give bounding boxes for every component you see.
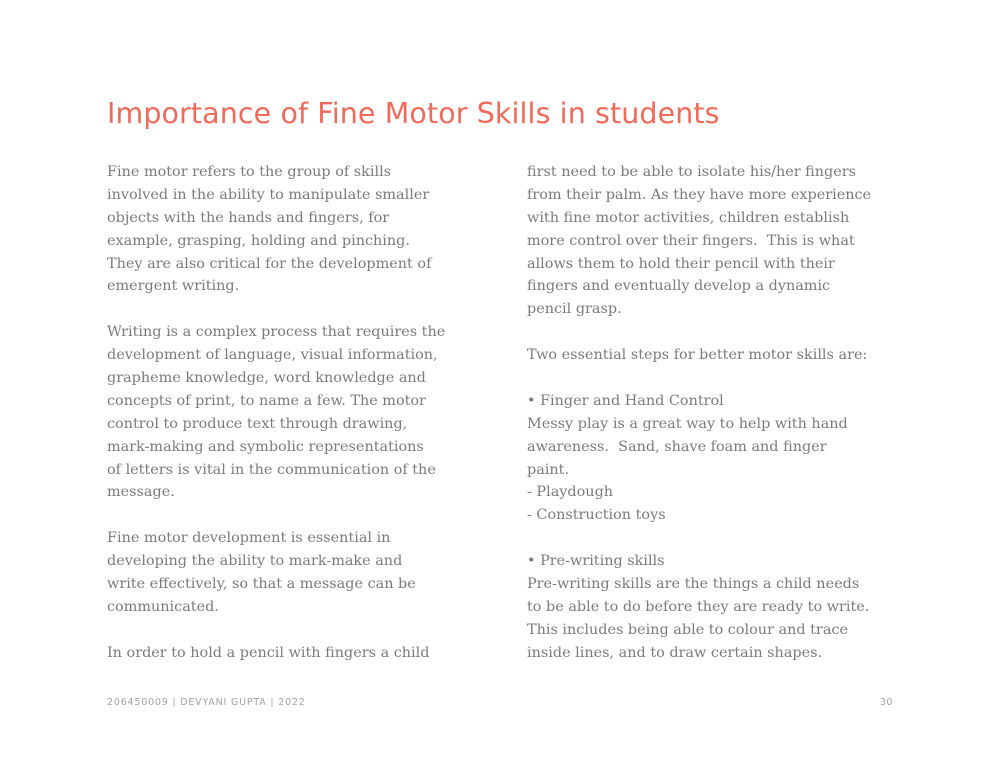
- text-line: pencil grasp.: [527, 301, 622, 318]
- text-line: Pre-writing skills are the things a child needs: [527, 576, 860, 593]
- text-line: Fine motor refers to the group of skills: [107, 164, 392, 180]
- page-number: 30: [880, 697, 893, 708]
- text-line: They are also critical for the development of: [107, 255, 432, 272]
- blank-line: [107, 619, 487, 642]
- text-line: communicated.: [107, 598, 219, 615]
- footer-author-info: 206450009 | DEVYANI GUPTA | 2022: [107, 697, 306, 708]
- text-line: allows them to hold their pencil with their: [527, 255, 835, 272]
- text-line: of letters is vital in the communication of the: [107, 461, 436, 478]
- text-line: Two essential steps for better motor skills are:: [527, 347, 868, 364]
- text-line: fingers and eventually develop a dynamic: [527, 278, 831, 295]
- text-line: emergent writing.: [107, 278, 240, 295]
- text-line: inside lines, and to draw certain shapes.: [527, 644, 823, 661]
- text-line: grapheme knowledge, word knowledge and: [107, 370, 426, 387]
- blank-line: [527, 321, 907, 344]
- text-line: mark-making and symbolic representations: [107, 438, 424, 455]
- right-column: [527, 161, 907, 665]
- bullet-heading: • Pre-writing skills: [527, 553, 665, 570]
- text-line: involved in the ability to manipulate smaller: [107, 186, 430, 203]
- text-line: control to produce text through drawing,: [107, 415, 408, 432]
- text-line: concepts of print, to name a few. The motor: [107, 392, 426, 409]
- text-line: objects with the hands and fingers, for: [107, 209, 390, 226]
- text-line: In order to hold a pencil with fingers a child: [107, 644, 430, 661]
- blank-line: [527, 367, 907, 390]
- page-title: Importance of Fine Motor Skills in students: [107, 97, 720, 130]
- blank-line: [527, 527, 907, 550]
- text-line: message.: [107, 484, 175, 501]
- left-column: [107, 161, 487, 665]
- text-line: Fine motor development is essential in: [107, 530, 391, 547]
- text-line: to be able to do before they are ready to write.: [527, 598, 870, 615]
- bullet-heading: • Finger and Hand Control: [527, 392, 724, 409]
- text-line: first need to be able to isolate his/her fingers: [527, 164, 857, 180]
- text-line: paint.: [527, 461, 570, 478]
- text-line: Messy play is a great way to help with hand: [527, 415, 848, 432]
- text-line: awareness. Sand, shave foam and finger: [527, 438, 827, 455]
- text-line: more control over their fingers. This is what: [527, 232, 855, 249]
- text-line: development of language, visual information,: [107, 347, 438, 364]
- text-line: from their palm. As they have more experience: [527, 186, 872, 203]
- text-line: with fine motor activities, children establish: [527, 209, 850, 226]
- text-line: This includes being able to colour and trace: [527, 621, 848, 638]
- text-line: write effectively, so that a message can be: [107, 576, 416, 593]
- blank-line: [107, 298, 487, 321]
- list-item: - Playdough: [527, 484, 614, 501]
- text-line: Writing is a complex process that requires the: [107, 324, 446, 341]
- blank-line: [107, 504, 487, 527]
- list-item: - Construction toys: [527, 507, 666, 524]
- text-line: example, grasping, holding and pinching.: [107, 232, 410, 249]
- text-line: developing the ability to mark-make and: [107, 553, 403, 570]
